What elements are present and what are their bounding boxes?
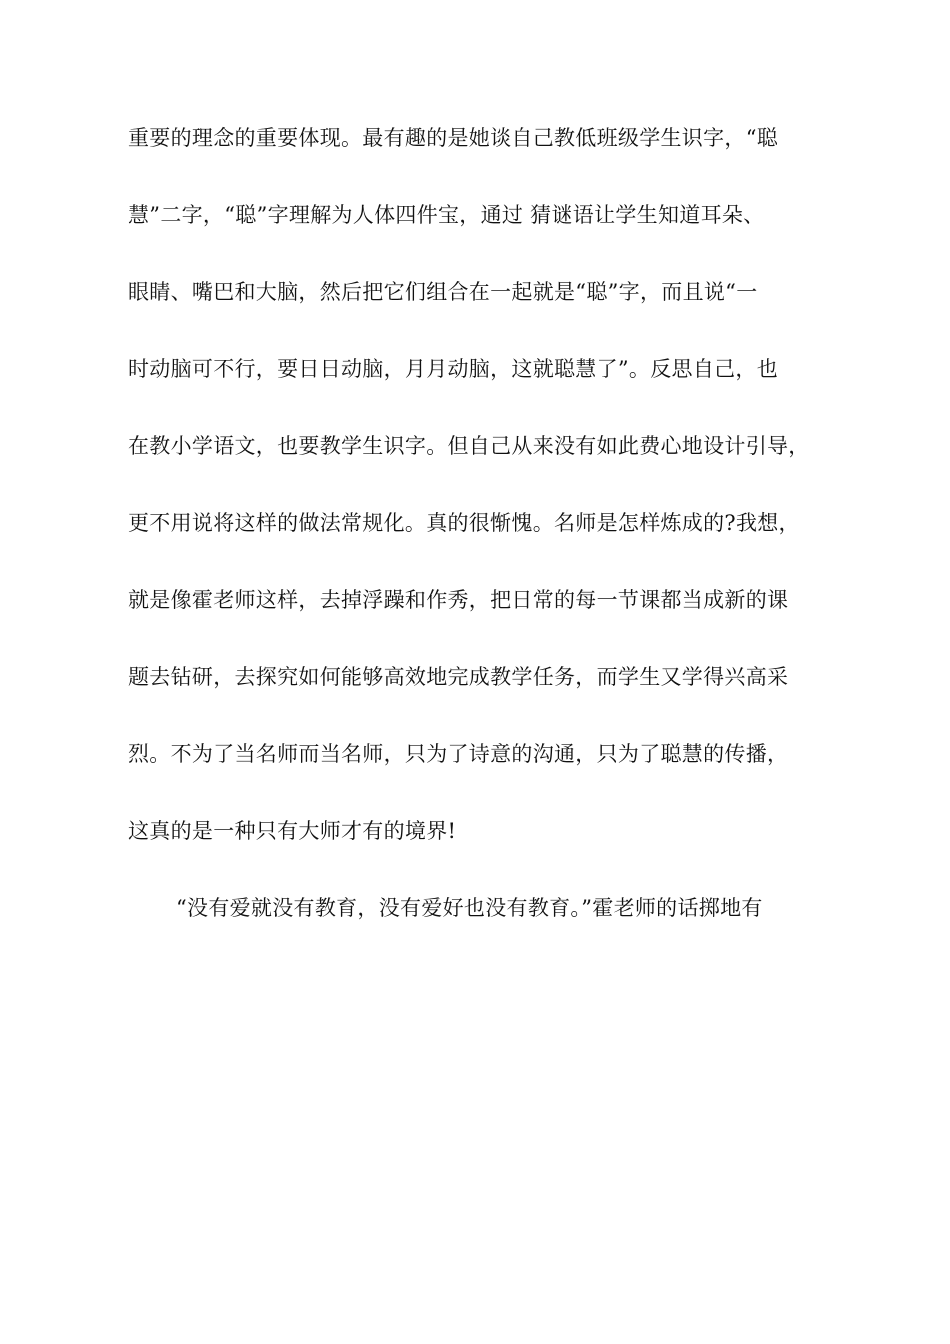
paragraph-line-11: “没有爱就没有教育，没有爱好也没有教育。”霍老师的话掷地有: [176, 896, 763, 920]
paragraph-line-7: 就是像霍老师这样，去掉浮躁和作秀，把日常的每一节课都当成新的课: [128, 588, 789, 612]
paragraph-line-8: 题去钻研，去探究如何能够高效地完成教学任务，而学生又学得兴高采: [128, 665, 789, 689]
paragraph-line-5: 在教小学语文，也要教学生识字。但自己从来没有如此费心地设计引导，: [128, 434, 810, 458]
paragraph-line-4: 时动脑可不行，要日日动脑，月月动脑，这就聪慧了”。反思自己，也: [128, 357, 779, 381]
paragraph-line-3: 眼睛、嘴巴和大脑，然后把它们组合在一起就是“聪”字，而且说“一: [128, 280, 758, 304]
paragraph-line-6: 更不用说将这样的做法常规化。真的很惭愧。名师是怎样炼成的?我想，: [128, 511, 800, 535]
paragraph-line-9: 烈。不为了当名师而当名师，只为了诗意的沟通，只为了聪慧的传播，: [128, 742, 789, 766]
paragraph-line-1: 重要的理念的重要体现。最有趣的是她谈自己教低班级学生识字，“聪: [128, 126, 779, 150]
paragraph-line-2: 慧”二字，“聪”字理解为人体四件宝，通过 猜谜语让学生知道耳朵、: [128, 203, 765, 227]
paragraph-line-10: 这真的是一种只有大师才有的境界!: [128, 819, 457, 843]
